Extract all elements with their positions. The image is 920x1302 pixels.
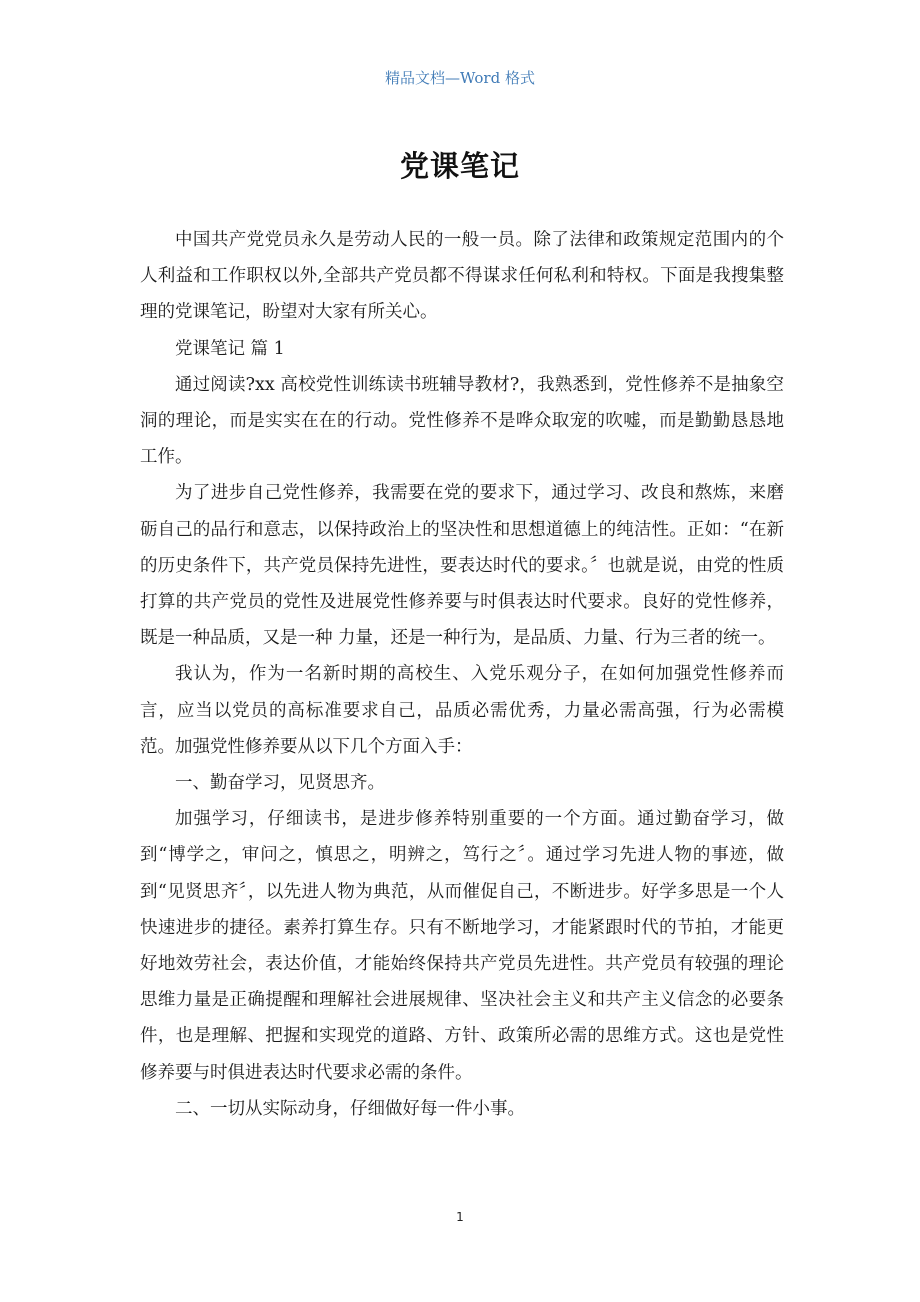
page-header: 精品文档—Word 格式	[385, 69, 535, 87]
page-number: 1	[456, 1210, 464, 1224]
paragraph: 通过阅读?xx 高校党性训练读书班辅导教材?，我熟悉到，党性修养不是抽象空洞的理论，而是实实在在的行动。党性修养不是哗众取宠的吹嘘，而是勤勤恳恳地工作。	[140, 374, 784, 468]
paragraph: 为了进步自己党性修养，我需要在党的要求下，通过学习、改良和熬炼，来磨砺自己的品行和意志，以保持政治上的坚决性和思想道德上的纯洁性。正如：“在新的历史条件下，共产党员保持先进性，要表达时代的要求。〞也就是说，由党的性质打算的共产党员的党性及进展党性修养要与时俱表达时代要求。良好的党性修养，既是一种品质，又是一种 力量，还是一种行为，是品质、力量、行为三者的统一。	[140, 483, 784, 649]
paragraph-intro: 中国共产党党员永久是劳动人民的一般一员。除了法律和政策规定范围内的个人利益和工作职权以外,全部共产党员都不得谋求任何私利和特权。下面是我搜集整理的党课笔记，盼望对大家有所关心。	[140, 230, 784, 323]
paragraph: 加强学习，仔细读书，是进步修养特别重要的一个方面。通过勤奋学习，做到“博学之，审问之，慎思之，明辨之，笃行之〞。通过学习先进人物的事迹，做到“见贤思齐〞，以先进人物为典范，从而催促自己，不断进步。好学多思是一个人快速进步的捷径。素养打算生存。只有不断地学习，才能紧跟时代的节拍，才能更好地效劳社会，表达价值，才能始终保持共产党员先进性。共产党员有较强的理论思维力量是正确提醒和理解社会进展规律、坚决社会主义和共产主义信念的必要条件，也是理解、把握和实现党的道路、方针、政策所必需的思维方式。这也是党性修养要与时俱进表达时代要求必需的条件。	[140, 809, 784, 1083]
list-heading: 二、一切从实际动身，仔细做好每一件小事。	[175, 1098, 525, 1119]
document-body	[140, 222, 784, 1127]
paragraph: 我认为，作为一名新时期的高校生、入党乐观分子，在如何加强党性修养而言，应当以党员的高标准要求自己，品质必需优秀，力量必需高强，行为必需模范。加强党性修养要从以下几个方面入手：	[140, 664, 784, 757]
list-heading: 一、勤奋学习，见贤思齐。	[175, 773, 385, 794]
document-title: 党课笔记	[399, 149, 520, 183]
section-heading: 党课笔记 篇 1	[175, 338, 285, 359]
